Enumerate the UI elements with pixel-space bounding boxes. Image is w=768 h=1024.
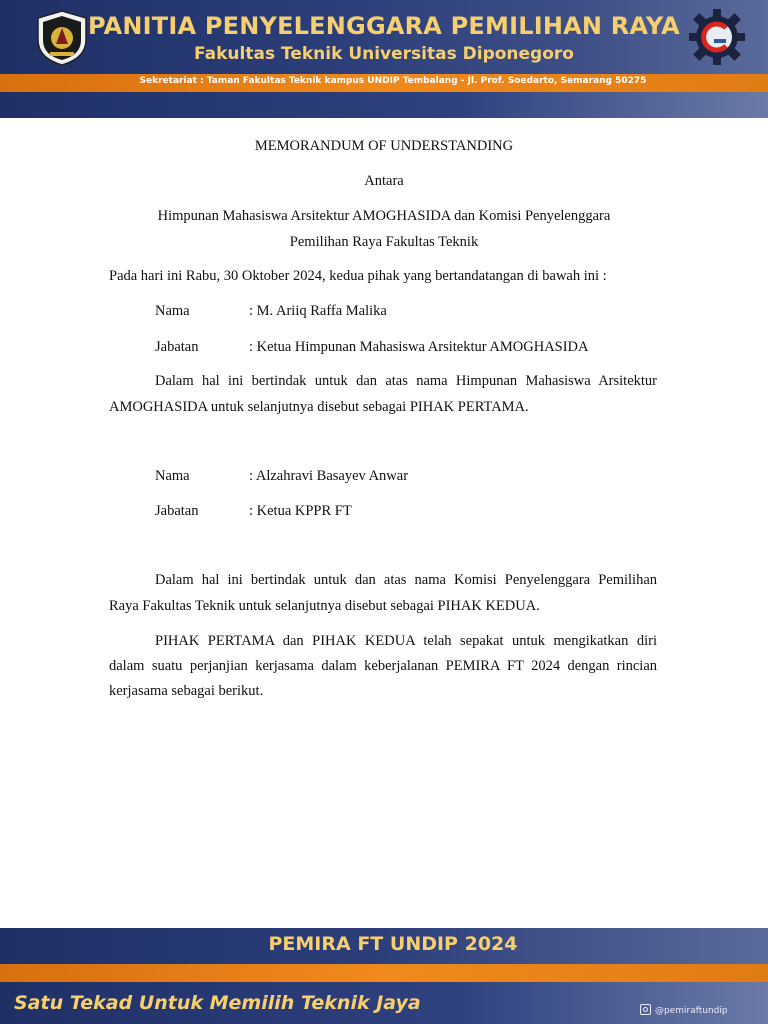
letterhead bbox=[0, 0, 768, 118]
agreement-line-3: kerjasama sebagai berikut. bbox=[109, 683, 264, 699]
party2-description-line-1: Dalam hal ini bertindak untuk dan atas nama Komisi Penyelenggara Pemilihan bbox=[155, 572, 657, 588]
party2-name-label: Nama bbox=[155, 468, 190, 484]
party1-description-line-2: AMOGHASIDA untuk selanjutnya disebut sebagai PIHAK PERTAMA. bbox=[109, 399, 529, 415]
agreement-line-1: PIHAK PERTAMA dan PIHAK KEDUA telah sepakat untuk mengikatkan diri bbox=[155, 633, 657, 649]
parties-line-1: Himpunan Mahasiswa Arsitektur AMOGHASIDA dan Komisi Penyelenggara bbox=[157, 208, 611, 224]
gear-logo-icon bbox=[688, 8, 746, 66]
footer-slogan: Satu Tekad Untuk Memilih Teknik Jaya bbox=[14, 992, 421, 1014]
party2-name-value: : Alzahravi Basayev Anwar bbox=[249, 468, 409, 484]
party1-position-value: : Ketua Himpunan Mahasiswa Arsitektur AMOGHASIDA bbox=[249, 339, 589, 355]
instagram-icon bbox=[640, 1004, 651, 1015]
social-handle bbox=[640, 1004, 728, 1016]
party1-name-label: Nama bbox=[155, 303, 190, 319]
agreement-line-2: dalam suatu perjanjian kerjasama dalam keberjalanan PEMIRA FT 2024 dengan rincian bbox=[109, 658, 657, 674]
parties-line-2: Pemilihan Raya Fakultas Teknik bbox=[289, 234, 479, 250]
party2-description-line-2: Raya Fakultas Teknik untuk selanjutnya disebut sebagai PIHAK KEDUA. bbox=[109, 598, 540, 614]
between-label: Antara bbox=[364, 173, 404, 189]
letterhead-bottom-band bbox=[0, 92, 768, 118]
secretariat-address: Sekretariat : Taman Fakultas Teknik kampus UNDIP Tembalang - Jl. Prof. Soedarto, Semarang 50275 bbox=[139, 76, 647, 86]
document-heading: MEMORANDUM OF UNDERSTANDING bbox=[254, 138, 514, 154]
footer-orange-strip bbox=[0, 964, 768, 982]
party2-position-label: Jabatan bbox=[155, 503, 199, 519]
social-handle-text: @pemiraftundip bbox=[655, 1006, 728, 1016]
organization-title: PANITIA PENYELENGGARA PEMILIHAN RAYA bbox=[88, 12, 680, 40]
party2-position-value: : Ketua KPPR FT bbox=[249, 503, 352, 519]
party1-name-value: : M. Ariiq Raffa Malika bbox=[249, 303, 387, 319]
party1-description-line-1: Dalam hal ini bertindak untuk dan atas nama Himpunan Mahasiswa Arsitektur bbox=[155, 373, 657, 389]
faculty-subtitle: Fakultas Teknik Universitas Diponegoro bbox=[194, 44, 574, 64]
footer-title: PEMIRA FT UNDIP 2024 bbox=[268, 933, 518, 955]
intro-paragraph: Pada hari ini Rabu, 30 Oktober 2024, kedua pihak yang bertandatangan di bawah ini : bbox=[109, 268, 607, 284]
party1-position-label: Jabatan bbox=[155, 339, 199, 355]
